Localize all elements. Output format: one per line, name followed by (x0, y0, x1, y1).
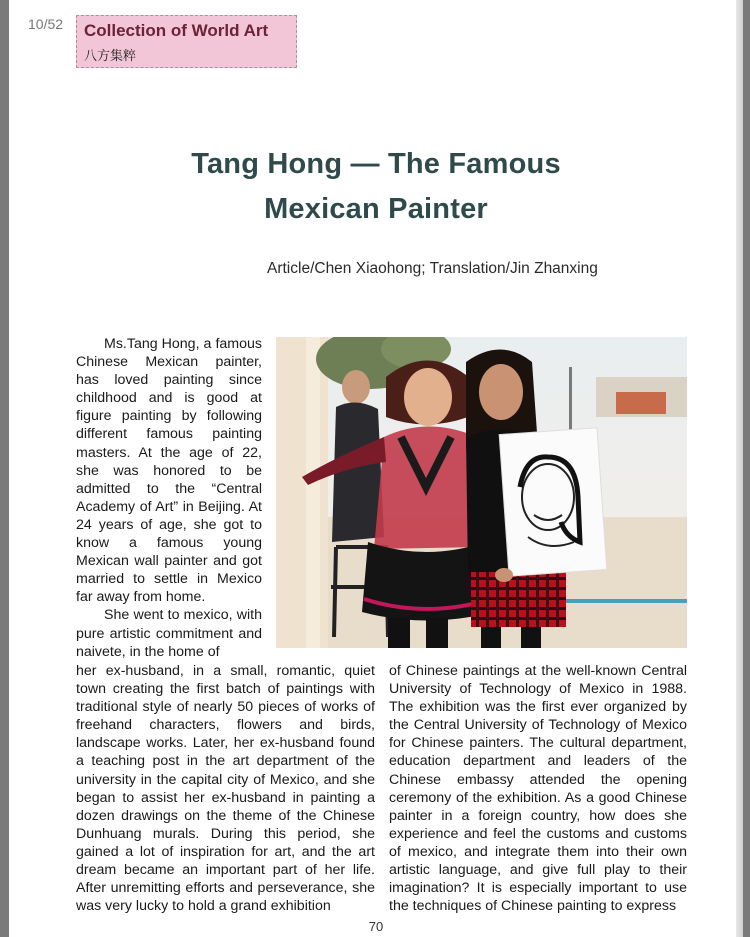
article-title-line2: Mexican Painter (264, 193, 488, 225)
paragraph: Ms.Tang Hong, a famous Chinese Mexican painter, has loved painting since childhood and is good at figure painting by following different famous painting masters. At the age of 22, she was honored to be admitted to the “Central Academy of Art” in Beijing. At 24 years of age, she got to know a famous young Mexican wall painter and got married to settle in Mexico far away from home. (76, 336, 262, 606)
photo-illustration (276, 337, 687, 648)
section-title-en: Collection of World Art (84, 21, 269, 40)
paragraph: She went to mexico, with pure artistic commitment and naivete, in the home of (76, 607, 262, 660)
article-title-line1: Tang Hong — The Famous (191, 148, 561, 180)
section-header (76, 15, 297, 68)
article-byline: Article/Chen Xiaohong; Translation/Jin Zhanxing (267, 260, 598, 277)
article-column-1 (76, 335, 262, 661)
article-photo (276, 337, 687, 648)
article-column-2: her ex-husband, in a small, romantic, quiet town creating the first batch of paintings with traditional style of nearly 50 pieces of works of freehand characters, flowers and birds, landscape works. Later, her ex-husband found a teaching post in the art department of the university in the capital city of Mexico, and she began to assist her ex-husband in painting a dozen drawings on the theme of the Chinese Dunhuang murals. During this period, she gained a lot of inspiration for art, and the art dream became an important part of her life. After unremitting efforts and perseverance, she was very lucky to hold a grand exhibition (76, 663, 375, 915)
section-title-zh: 八方集粹 (84, 48, 137, 63)
page-indicator: 10/52 (28, 16, 64, 32)
article-column-3: of Chinese paintings at the well-known Central University of Technology of Mexico in 1988. The exhibition was the first ever organized by the Central University of Technology of Mexico for Chinese painters. The cultural department, education department and leaders of the Chinese embassy attended the opening ceremony of the exhibition. As a good Chinese painter in a foreign country, how does she experience and feel the customs and customs of mexico, and integrate them into their own artistic language, and give full play to their imagination? It is especially important to use the techniques of Chinese painting to express (389, 663, 687, 915)
page-edge-shadow (736, 0, 743, 937)
magazine-page (9, 0, 743, 937)
folio: 70 (368, 919, 384, 934)
